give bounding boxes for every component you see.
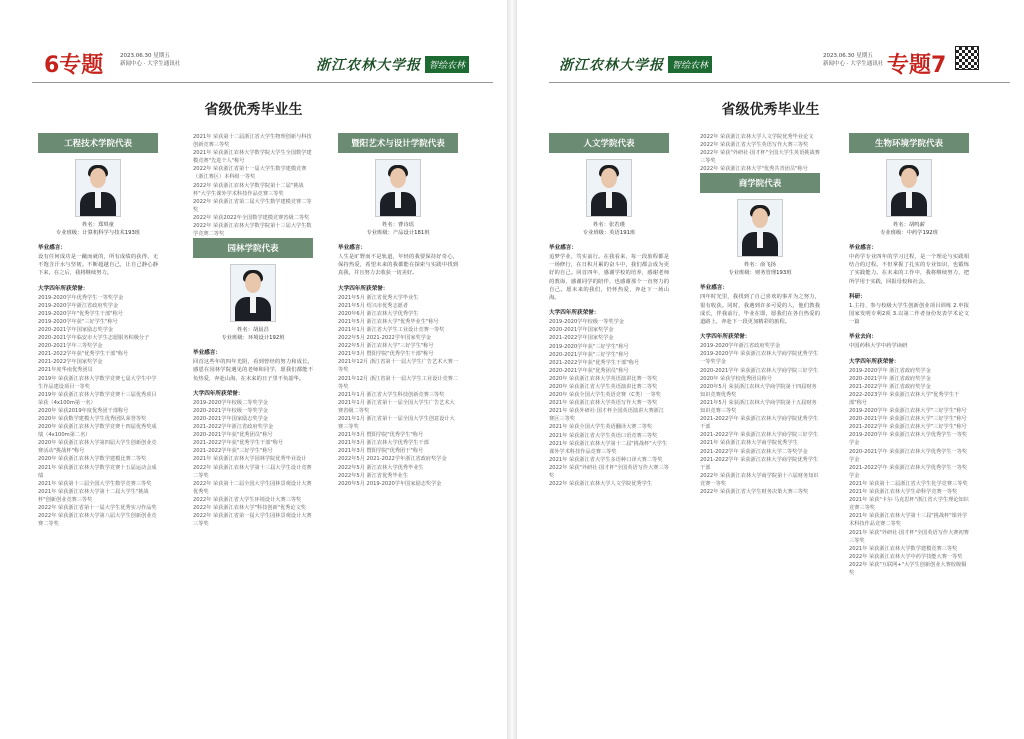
honor-item: 2019-2020学年校级一等奖学金	[549, 319, 624, 326]
section-text: 追梦学业，笃实前行。在我看来，每一段旅程都是一场修行，在日积月累的奋斗中，我们都会成为更好的自己。回首四年，感谢学校的培养，感谢老师的教诲，感谢同学的陪伴，也感谢那个一直努力的自己。愿未来的我们，仍怀热爱，奔赴下一场山海。	[549, 254, 669, 302]
honor-item: 2021年1月 浙江省第十一届全国大学生广告艺术大赛省级二等奖	[338, 399, 455, 414]
honor-item: 2021年 荣获第十二届浙江省大学生化学竞赛三等奖	[849, 480, 968, 487]
honor-item: 2021-2022学年获"优秀学生干部"称号	[549, 359, 640, 366]
honor-item: 2019-2020学年 荣获浙江农林大学商学院优秀学生一等奖学金	[700, 351, 819, 366]
honor-item: 2019-2020学年 荣获浙江农林大学优秀学生一等奖学金	[849, 432, 968, 447]
portrait-head	[90, 168, 106, 188]
left-page	[0, 0, 507, 739]
honor-item: 2021年1月 浙江省第十一届全国大学生创意设计大赛三等奖	[338, 416, 455, 431]
photo-caption: 专业班级：财务管理193班	[728, 270, 792, 277]
honor-item: 2021年 荣获浙江农林大学数学竞赛十五届运动会成绩	[38, 464, 157, 479]
section-text: 四年时光里，我找到了自己喜欢的事并为之努力，很有收获。同时，我遇到许多可爱的人，他们教我成长，伴我前行，毕业在即，愿我们在各自热爱的道路上，奔赴下一段更加精彩的旅程。	[700, 294, 820, 326]
page-gutter	[507, 0, 517, 739]
honor-item: 2022年 荣获浙江省第十一届大学生数学建模竞赛（浙江赛区）本科组一等奖	[193, 166, 307, 181]
profile-column	[849, 133, 969, 733]
honor-item: 2021年5月 浙江农林大学"优秀毕业生"称号	[338, 318, 439, 325]
honor-item: 2021-2022学年 荣获浙江农林大学优秀学生一等奖学金	[849, 464, 968, 479]
profile-column	[700, 133, 820, 733]
honor-item: 2021年 荣获浙江农林大学第十二届"挑战杯"大学生课外学术科技作品竞赛三等奖	[549, 440, 668, 455]
paper-brand	[559, 54, 712, 74]
honor-item: 2021-2022学年 荣获浙江农林大学"三好学生"称号	[849, 424, 967, 431]
honor-item: 2022年 荣获浙江农林大学人文学院优秀学生	[549, 481, 653, 488]
honor-item: 2022年 荣获浙江省第二届大学生数学建模竞赛二等奖	[193, 198, 312, 213]
page-number: 专题7	[887, 53, 947, 78]
honor-item: 2022年5月 2021-2022学年浙江省政府奖学金	[338, 456, 447, 463]
honor-item: 2022年 荣获"互联网+"大学生创新创业大赛校级铜奖	[849, 561, 967, 576]
portrait-photo	[75, 159, 121, 217]
honor-item: 2020年 荣获浙江农林大学第四届大学生创新创业竞赛活动"挑战杯"称号	[38, 440, 157, 455]
profile-column	[549, 133, 669, 733]
profile-column	[193, 133, 313, 733]
masthead-rule	[32, 82, 493, 83]
honor-item: 2022年 荣获浙江省第十一届大学生优秀实习作品奖	[38, 505, 157, 512]
honor-item: 2021年 荣获浙江农林大学第十三届"挑战杯"课外学术科技作品竞赛二等奖	[849, 513, 968, 528]
honor-item: 2021年 荣获浙江农林大学商学院优秀学生	[700, 440, 798, 447]
section-text: 人生是旷野而不是轨道，年轻的我要保持好奇心，保持热爱，希望未来的我都能在探索与实践中找到真我，并且努力去收获一切美好。	[338, 254, 458, 277]
dateline	[120, 52, 180, 68]
honor-item: 2020年5月 2019-2020学年国家励志奖学金	[338, 480, 442, 487]
college-header: 商学院代表	[700, 173, 820, 193]
honor-item: 2021年3月 暨阳学院"优秀团干"称号	[338, 448, 424, 455]
honor-item: 2022年 荣获浙江农林大学人文学院优秀毕业论文	[700, 134, 814, 140]
honor-item: 2020年 荣获2019年度优秀团干部称号	[38, 407, 129, 414]
photo-caption: 专业班级：英语191班	[582, 230, 636, 236]
portrait-head	[601, 168, 617, 188]
honor-item: 2020-2021学年 浙江省政府奖学金	[849, 375, 931, 382]
honor-item: 2020年 荣获浙江农林大学数学建模比赛二等奖	[38, 456, 147, 463]
photo-caption: 姓名：曹诗瑶	[382, 222, 414, 228]
section-text: 回首这些年的四年光阴，看到曾经的努力和成长，感恩在园林学院遇见的老师和同学，愿我们都能不负热爱，奔赴山海，在未来的日子里不负韶华。	[193, 359, 313, 382]
honor-item: 2022年 荣获2022年全国数学建模竞赛省级二等奖	[193, 214, 310, 221]
honor-item: 2019-2020学年优秀学生一等奖学金	[38, 294, 124, 301]
honor-item: 2021年 荣获浙江省大学生多语种口译大赛二等奖	[549, 456, 663, 463]
honor-item: 2022年 荣获"外研社·国才杯"全国大学生英语挑战赛三等奖	[700, 150, 820, 165]
section-text: 中药学专业四年的学习过程，是一个理论与实践相结合的过程。不但掌握了扎实的专业知识，也锻炼了实践能力。在未来的工作中，我将继续努力，把所学用于实践，回报母校和社会。	[849, 254, 969, 285]
honor-item: 2019-2020学年校级二等奖学金	[193, 399, 268, 406]
honor-item: 2021-2022学年浙江省政府奖学金	[193, 424, 274, 431]
section-heading: 毕业感言：	[700, 285, 728, 292]
honor-item: 2021-2022学年 荣获浙江农林大学商学院三好学生	[700, 432, 819, 439]
honor-item: 2021年1月 浙江省大学生工业设计竞赛一等奖	[338, 326, 445, 333]
dateline	[823, 52, 883, 68]
honor-item: 2021年 荣获"卡尔·马克思杯"浙江省大学生理论知识竞赛三等奖	[849, 497, 969, 512]
honor-item: 2021年5月 绍兴市优秀志愿者	[338, 302, 409, 309]
honor-item: 2021-2022学年 荣获浙江农林大学二等奖学金	[700, 448, 808, 455]
honor-item: 2020-2021学年国家励志奖学金	[38, 326, 113, 333]
masthead-rule	[549, 82, 1010, 83]
college-header: 工程技术学院代表	[38, 133, 158, 153]
photo-caption: 姓名：俞飞扬	[744, 262, 776, 269]
honor-item: 2021年 荣获浙江农林大学第十二届大学生"挑战杯"创新创业竞赛三等奖	[38, 488, 149, 503]
college-header: 生物环境学院代表	[849, 133, 969, 153]
honor-item: 2021年 荣获第十三届全国大学生数学竞赛三等奖	[38, 480, 152, 487]
honor-item: 2021年3月 浙江农林大学优秀学生干部	[338, 440, 429, 447]
honor-item: 2021-2022学年国家奖学金	[549, 335, 614, 342]
college-header: 暨阳艺术与设计学院代表	[338, 133, 458, 153]
honor-item: 2021年 荣获浙江农林大学数学院大学生全国数学建模竞赛"先进个人"称号	[193, 150, 312, 165]
photo-caption: 专业班级：计算机科学与技术193班	[55, 230, 141, 236]
section-heading: 大学四年所获荣誉：	[193, 390, 244, 397]
honor-item: 2020-2021学年 荣获浙江农林大学优秀学生一等奖学金	[849, 448, 968, 463]
honor-item: 2022年 荣获浙江省大学生财务决策大赛三等奖	[700, 488, 809, 495]
photo-caption: 专业班级：中药学192班	[880, 230, 938, 236]
honor-item: 2022-2023学年 荣获浙江农林大学"优秀学生干部"称号	[849, 391, 960, 406]
section-heading: 毕业感言：	[849, 245, 877, 251]
section-heading: 毕业感言：	[193, 350, 221, 357]
section-text: 新闻中心 · 大学生通讯社	[120, 61, 181, 67]
honor-item: 2021-2022学年获"三好学生"称号	[193, 448, 273, 455]
honor-item: 2019-2020学年浙江省政府奖学金	[38, 302, 119, 309]
left-masthead	[0, 44, 507, 82]
section-text: 1.主持、参与校级大学生创新创业项目训练 2.申报国家发明专利2项 3.以第二作者身份发表学术论文一篇	[849, 302, 969, 326]
honor-item: 2021年1月 浙江省大学生科技创新竞赛三等奖	[338, 391, 445, 398]
portrait-shirt	[757, 232, 763, 248]
paper-motto: 智绘农林	[425, 56, 469, 73]
portrait-head	[390, 168, 406, 188]
portrait-photo	[375, 159, 421, 217]
honor-item: 2020-2021学年 荣获浙江农林大学"三好学生"称号	[849, 416, 967, 423]
section-heading: 大学四年所获荣誉：	[549, 310, 600, 317]
portrait-photo	[886, 159, 932, 217]
honor-item: 2020-2021学年 荣获浙江农林大学商学院三好学生	[700, 367, 819, 374]
honor-item: 2022年 荣获浙江省大学生英语写作大赛三等奖	[700, 142, 809, 149]
photo-caption: 专业班级：产品设计181班	[366, 230, 430, 236]
honor-item: 2021-2022学年国家奖学金	[38, 359, 103, 366]
paper-motto: 智绘农林	[668, 56, 712, 73]
honor-item: 2021年12月 浙江省第十一届大学生工业设计竞赛二等奖	[338, 375, 458, 390]
honor-item: 2019-2020学年获"三好学生"称号	[549, 343, 629, 350]
section-heading: 大学四年所获荣誉：	[849, 358, 900, 365]
portrait-photo	[230, 264, 276, 322]
section-heading: 大学四年所获荣誉：	[38, 285, 89, 292]
honor-item: 2020年6月 浙江农林大学优秀学生	[338, 310, 419, 317]
paper-name: 浙江农林大学报	[316, 57, 421, 74]
college-header: 人文学院代表	[549, 133, 669, 153]
section-heading: 毕业感言：	[338, 245, 366, 251]
honor-item: 2020-2021学年国家奖学金	[549, 327, 614, 334]
section-text: 新闻中心 · 大学生通讯社	[823, 61, 884, 67]
honor-item: 2022年 荣获浙江省第一届大学生园林景观设计大赛三等奖	[193, 513, 312, 528]
portrait-head	[752, 208, 768, 228]
section-text: 设有任何成功是一蹴而就的，所有成绩的获得，无不饱含汗水与坚韧。不断超越自己，让自己静心静下来，在之后，我将继续努力。	[38, 254, 158, 277]
date-text: 2023.06.30 星期五	[120, 53, 170, 59]
honor-item: 2022年 荣获浙江农林大学第八届大学生创新创业竞赛二等奖	[38, 513, 157, 528]
honor-item: 2020-2021学年临安市大学生志愿服务积极分子	[38, 335, 150, 342]
qr-code-icon[interactable]	[955, 46, 979, 70]
section-heading: 大学四年所获荣誉：	[338, 285, 389, 292]
honor-item: 2022年 荣获"外研社·国才杯"全国英语写作大赛三等奖	[549, 464, 669, 479]
page-title: 省级优秀毕业生	[204, 102, 303, 118]
honor-item: 2022年 荣获浙江农林大学中药学技能大赛一等奖	[849, 553, 963, 560]
honor-item: 2022年 荣获浙江农林大学数学院第十二届"挑战杯"大学生课外学术科技作品竞赛三等奖	[193, 182, 304, 197]
honor-item: 2019-2020学年浙江省政府奖学金	[700, 343, 781, 350]
profile-column	[338, 133, 458, 733]
honor-item: 2021年3月 暨阳学院"优秀学生干部"称号	[338, 351, 434, 358]
honor-item: 2020年 荣获浙江省大学生英语演讲比赛二等奖	[549, 383, 658, 390]
photo-caption: 姓名：胡晨昌	[237, 327, 269, 334]
honor-item: 2021-2022学年 荣获浙江农林大学商学院优秀学生干部	[700, 416, 819, 431]
section-heading: 毕业感言：	[549, 245, 577, 251]
honor-item: 2021年 荣获"外研社·国才杯"全国英语写作大赛初赛三等奖	[849, 529, 969, 544]
portrait-shirt	[95, 192, 101, 208]
honor-item: 2019-2020学年"优秀学生干部"称号	[38, 310, 123, 317]
photo-caption: 姓名：张若瑾	[593, 222, 625, 228]
portrait-shirt	[250, 297, 256, 313]
honor-item: 2020-2021学年获"优秀团员"称号	[549, 367, 629, 374]
honor-item: 2020-2021学年三等奖学金	[38, 343, 103, 350]
paper-brand	[316, 54, 469, 74]
honor-item: 2020年 荣获浙江农林大学数学竞赛十四届优秀奖成绩（4x100m第二名）	[38, 424, 157, 439]
college-header: 园林学院代表	[193, 238, 313, 258]
portrait-shirt	[395, 192, 401, 208]
honor-item: 2021年 荣获浙江农林大学生命科学竞赛一等奖	[849, 489, 958, 496]
honor-item: 2020-2021学年获"优秀团员"称号	[193, 432, 273, 439]
photo-caption: 专业班级：环境设计192班	[221, 335, 285, 342]
honor-item: 2021年 荣获浙江农林大学数学建模竞赛三等奖	[849, 545, 958, 552]
honor-item: 2022年 荣获第十二届全国大学生园林景观设计大赛优秀奖	[193, 480, 312, 495]
honor-item: 2021年 荣获外研社·国才杯全国英语演讲大赛浙江赛区三等奖	[549, 408, 665, 423]
honor-item: 2021年 荣获浙江农林大学英语写作大赛一等奖	[549, 400, 658, 407]
honor-item: 2022年 荣获浙江农林大学"优秀共青团员"称号	[700, 166, 808, 173]
portrait-head	[245, 273, 261, 293]
section-heading: 科研：	[849, 293, 866, 300]
page-number: 6专题	[44, 53, 104, 78]
photo-caption: 姓名：胡鸣薪	[893, 222, 925, 228]
honor-item: 2019年 荣获浙江农林大学数学竞赛七届大学生中学生作品建设项目一等奖	[38, 375, 157, 390]
honor-item: 2020-2021学年获"三好学生"称号	[549, 351, 629, 358]
honor-item: 2022年5月 2021-2022学年国家奖学金	[338, 335, 432, 342]
section-heading: 毕业感言：	[38, 245, 66, 251]
honor-item: 2022年 荣获浙江农林大学商学院第十六届财务知识竞赛一等奖	[700, 472, 819, 487]
honor-item: 2019-2020学年 荣获浙江农林大学"三好学生"称号	[849, 408, 967, 415]
portrait-shirt	[606, 192, 612, 208]
portrait-photo	[586, 159, 632, 217]
page-title: 省级优秀毕业生	[721, 102, 820, 118]
honor-item: 2019-2020学年 浙江省政府奖学金	[849, 367, 931, 374]
honor-item: 2022年5月 浙江农林大学"三好学生"称号	[338, 343, 434, 350]
profile-column	[38, 133, 158, 733]
honor-item: 2020年 荣获数学建模大学生优秀团队荣誉等奖	[38, 416, 147, 423]
date-text: 2023.06.30 星期五	[823, 53, 873, 59]
honor-item: 2021年3月 暨阳学院"优秀学生"称号	[338, 432, 424, 439]
honor-item: 2022年 荣获浙江农林大学数学院第十三届大学生数学竞赛二等奖	[193, 223, 312, 238]
section-heading: 大学四年所获荣誉：	[700, 334, 751, 341]
honor-item: 2021年 荣获浙江省大学生英语口语竞赛三等奖	[549, 432, 658, 439]
section-heading: 毕业去向：	[849, 334, 877, 341]
honor-item: 2021-2022学年获"优秀学生干部"称号	[38, 351, 129, 358]
honor-item: 2021-2022学年获"优秀学生干部"称号	[193, 440, 284, 447]
honor-item: 2020年 荣获学校优秀团员称号	[700, 375, 772, 382]
honor-item: 2021年5月 浙江省优秀大学毕业生	[338, 294, 419, 301]
right-page	[517, 0, 1024, 739]
right-masthead	[517, 44, 1024, 82]
honor-item: 2020-2021学年国家励志奖学金	[193, 416, 268, 423]
honor-item: 2022年 荣获浙江省大学生环境设计大赛三等奖	[193, 496, 302, 503]
honor-item: 2021年 荣获第十二届浙江省大学生物理创新与科技创新竞赛三等奖	[193, 134, 312, 149]
honor-item: 2020-2021学年校级一等奖学金	[193, 407, 268, 414]
honor-item: 2021年5月 荣获浙江农林大学商学院第十五届财务知识竞赛三等奖	[700, 399, 817, 415]
honor-item: 2021年 荣获浙江农林大学园林学院优秀毕业设计	[193, 456, 307, 463]
portrait-head	[901, 168, 917, 188]
honor-item: 2020年 荣获全国大学生英语竞赛（C类）一等奖	[549, 392, 661, 399]
honor-item: 2020年 荣获浙江农林大学英语演讲比赛一等奖	[549, 375, 658, 382]
honor-item: 2021年度华南优秀团员	[38, 367, 93, 374]
honor-item: 2022年 荣获浙江农林大学"科技创新"优秀论文奖	[193, 505, 306, 512]
honor-item: 2019年 荣获浙江农林大学数学竞赛十三届优秀项目荣获（4x100m第一名）	[38, 391, 157, 406]
honor-item: 2021年 荣获全国大学生英语翻译大赛二等奖	[549, 424, 653, 431]
photo-caption: 姓名：郑琪童	[82, 222, 114, 228]
honor-item: 2021-2022学年 荣获浙江农林大学商学院优秀学生干部	[700, 456, 819, 471]
honor-item: 2022年 荣获浙江农林大学第十三届大学生设计竞赛二等奖	[193, 464, 312, 479]
honor-item: 2022年5月 浙江省优秀毕业生	[338, 472, 409, 479]
honor-item: 2022年5月 浙江农林大学优秀毕业生	[338, 464, 424, 471]
honor-item: 2021年12月 浙江省第十一届大学生广告艺术大赛一等奖	[338, 359, 458, 374]
paper-name: 浙江农林大学报	[559, 57, 664, 74]
section-text: 中国药科大学中药学读研	[849, 343, 908, 350]
honor-item: 2021-2022学年 浙江省政府奖学金	[849, 383, 931, 390]
portrait-shirt	[906, 192, 912, 208]
honor-item: 2020年5月 荣获浙江农林大学商学院第十四届财务知识竞赛优秀奖	[700, 383, 817, 398]
honor-item: 2019-2020学年获"三好学生"称号	[38, 318, 118, 325]
portrait-photo	[737, 199, 783, 257]
